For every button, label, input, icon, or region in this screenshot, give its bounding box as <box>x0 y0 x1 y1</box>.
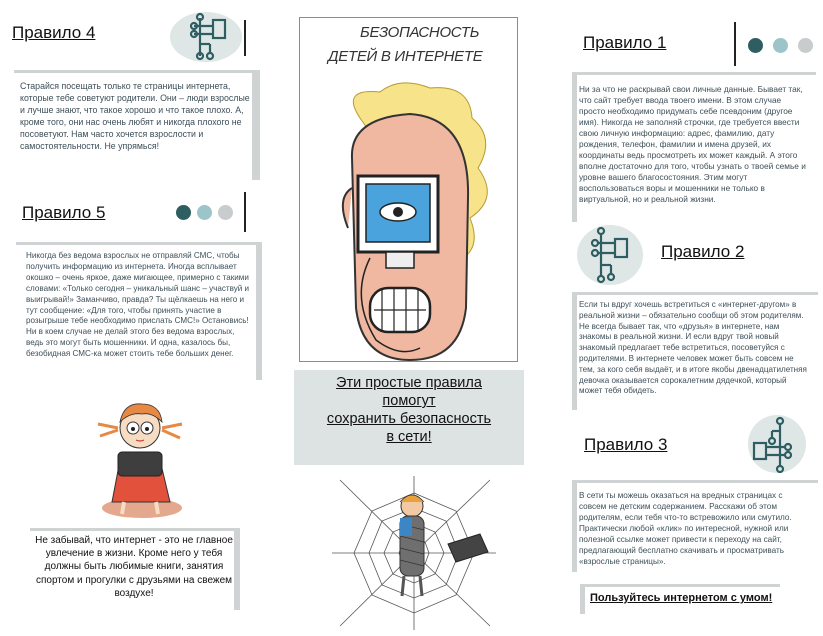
network-icon <box>170 12 242 62</box>
poster-image-frame <box>299 17 518 362</box>
poster-title-line2: ДЕТЕЙ В ИНТЕРНЕТЕ <box>328 48 483 65</box>
card-shadow <box>572 292 577 410</box>
reminder-text: Не забывай, что интернет - это не главное увлечение в жизни. Кроме него у тебя должны быть любимые книги, занятия спортом и прогулки с друзьями на свежем воздухе! <box>34 534 234 606</box>
card-shadow <box>572 480 818 483</box>
center-slogan-line: в сети! <box>386 429 432 445</box>
card-shadow <box>580 584 780 587</box>
rule5-title: Правило 5 <box>22 203 106 222</box>
divider-bar <box>734 22 736 66</box>
card-shadow <box>580 584 585 614</box>
dot-light <box>773 38 788 53</box>
center-slogan-line: помогут <box>382 393 436 409</box>
card-shadow <box>572 292 818 295</box>
divider-bar <box>244 192 246 232</box>
dot-dark <box>748 38 763 53</box>
network-icon <box>748 415 806 473</box>
center-slogan-line: сохранить безопасность <box>326 411 492 427</box>
network-icon <box>577 225 643 285</box>
rule3-icon-circle <box>748 415 806 473</box>
rule4-title: Правило 4 <box>12 23 96 42</box>
rule2-text: Если ты вдруг хочешь встретиться с «интернет-другом» в реальной жизни – обязательно сообщи об этом родителям. Не всегда бывает так, что «друзья» в интернете, нам знакомы в реальной жизни. И если вдруг твой новый знакомый предлагает тебе встретиться, посоветуйся с родителями. В интернете человек может быть совсем не тем, за кого себя выдаёт, и в итоге якобы двенадцатилетняя девочка оказывается сорокалетним дядечкой, который может тебя обидеть. <box>579 300 811 404</box>
card-shadow <box>14 70 260 73</box>
divider-bar <box>244 20 246 56</box>
card-shadow <box>572 72 816 75</box>
rule2-icon-circle <box>577 225 643 285</box>
rule4-icon-circle <box>170 12 242 62</box>
rule3-text: В сети ты можешь оказаться на вредных страницах с совсем не детским содержанием. Расскажи об этом родителям, если тебя что-то встревожило или смутило. Практически любой «клик» по интересной, нужной или полезной ссылке может привести к переходу на сайт, предлагающий бесплатно скачивать и просматривать «взрослые страницы». <box>579 490 811 570</box>
card-shadow <box>572 480 577 572</box>
dot-light <box>197 205 212 220</box>
rule1-title: Правило 1 <box>583 33 667 52</box>
center-slogan-box <box>294 370 524 465</box>
card-shadow <box>16 242 262 245</box>
card-shadow <box>30 528 240 531</box>
footer-motto: Пользуйтесь интернетом с умом! <box>590 592 773 604</box>
rule2-title: Правило 2 <box>661 242 745 261</box>
card-shadow <box>234 528 240 610</box>
rule1-text: Ни за что не раскрывай свои личные данные. Бывает так, что сайт требует ввода твоего имени. В этом случае просто необходимо придумать себе псевдоним (другое имя). Никогда не заполняй строчки, где требуется ввести свою личную информацию: адрес, фамилию, дату рождения, телефон, фамилии и имена друзей, их координаты ведь просмотреть их может каждый. А этого вполне достаточно для того, чтобы узнать о твоей семье и уровне вашего благосостояния. Этим могут воспользоваться воры и мошенники не только в виртуальной, но и реальной жизни. <box>579 84 809 216</box>
card-shadow <box>256 242 262 380</box>
card-shadow <box>572 72 577 222</box>
child-in-web-illustration <box>330 474 498 632</box>
center-slogan-line: Эти простые правила <box>336 375 482 391</box>
poster-title-line1: БЕЗОПАСНОСТЬ <box>360 24 480 41</box>
girl-with-tablet-illustration <box>90 390 190 520</box>
rule4-text: Старайся посещать только те страницы интернета, которые тебе советуют родители. Они – люди взрослые и лучше знают, что такое хорошо и что такое плохо. А, кроме того, они нас очень любят и никогда плохого не посоветуют. Нам часто хочется взрослости и самостоятельности. Не упрямься! <box>20 80 252 175</box>
dot-gray <box>218 205 233 220</box>
dot-gray <box>798 38 813 53</box>
face-with-screen-illustration <box>300 78 516 361</box>
dot-dark <box>176 205 191 220</box>
card-shadow <box>252 70 260 180</box>
rule3-title: Правило 3 <box>584 435 668 454</box>
rule5-text: Никогда без ведома взрослых не отправляй СМС, чтобы получить информацию из интернета. Иногда всплывает окошко – очень яркое, даже мигающее, примерно с такими словами: «Только сегодня – уникальный шанс – участвуй и выигрывай!» Заманчиво, правда? Ты щёлкаешь на него и тут сообщение: «Для того, чтобы принять участие в розыгрыше тебе необходимо прислать СМС!» Остановись! Ни в коем случае не делай этого без ведома взрослых, ведь это могут быть мошенники. И одна, казалось бы, безобидная СМС-ка может стоить тебе больших денег. <box>26 251 254 376</box>
